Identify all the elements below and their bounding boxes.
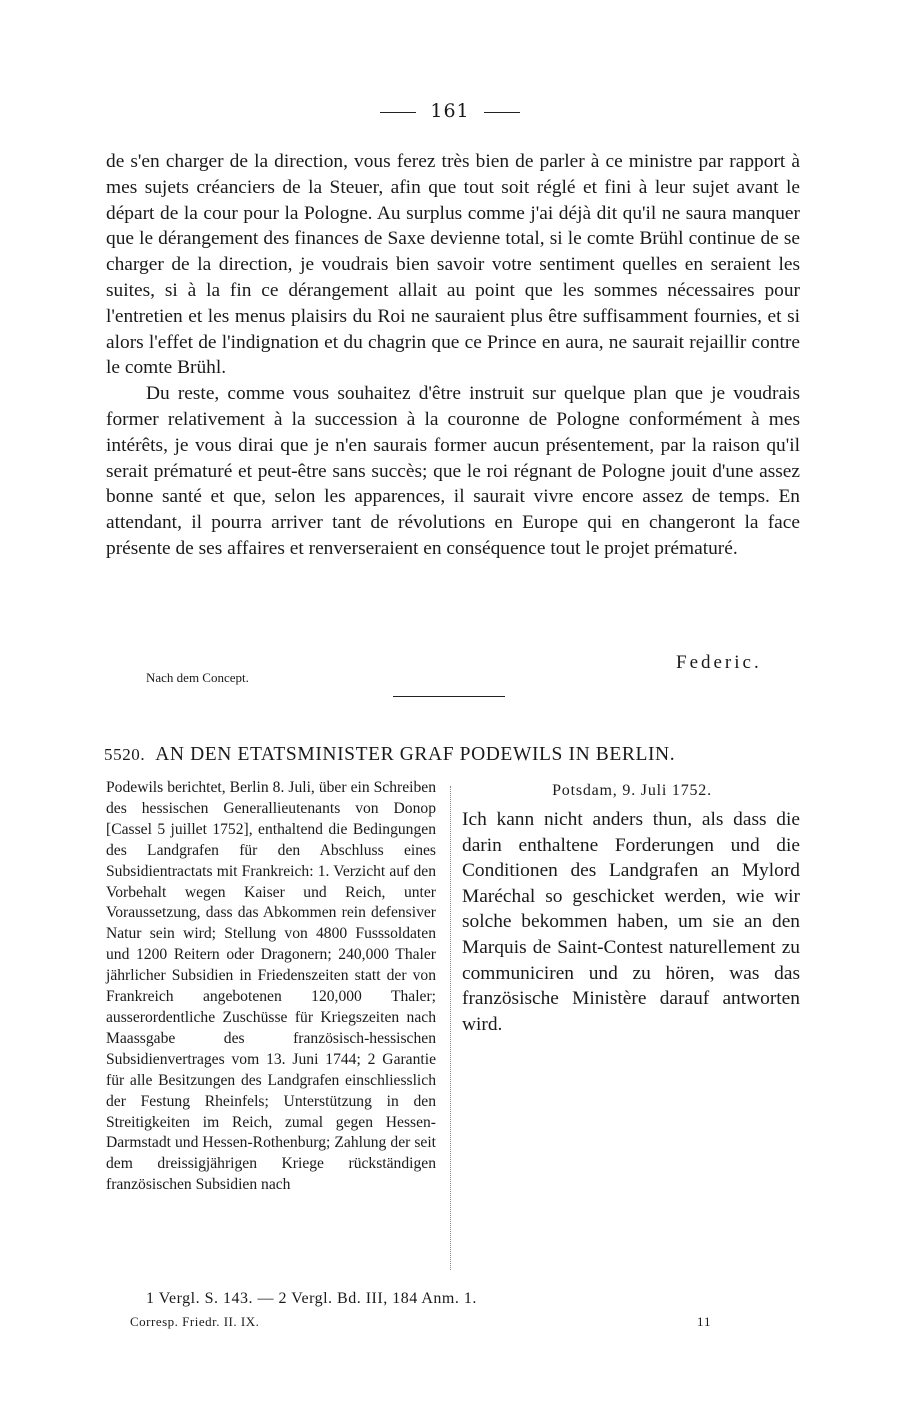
signature: Federic. — [676, 652, 762, 673]
footnotes: 1 Vergl. S. 143. — 2 Vergl. Bd. III, 184 Anm. 1. — [146, 1290, 477, 1307]
summary-column: Podewils berichtet, Berlin 8. Juli, über ein Schreiben des hessischen Generallieutenants von Donop [Cassel 5 juillet 1752], enthaltend die Bedingungen des Landgrafen für den Abschluss eines Subsidientractats mit Frankreich: 1. Verzicht auf den Vorbehalt wegen Kaiser und Reich, unter Voraussetzung, dass das Abkommen rein defensiver Natur sein wird; Stellung von 4800 Fusssoldaten und 1200 Reitern oder Dragonern; 240,000 Thaler jährlicher Subsidien in Friedenszeiten statt der von Frankreich angebotenen 120,000 Thaler; ausserordentliche Zuschüsse für Kriegszeiten nach Maassgabe des französisch-hessischen Subsidienvertrages vom 13. Juni 1744; 2 Garantie für alle Besitzungen des Landgrafen einschliesslich der Festung Rheinfels; Unterstützung in den Streitigkeiten im Reich, zumal gegen Hessen-Darmstadt und Hessen-Rothenburg; Zahlung der seit dem dreissigjährigen Kriege rückständigen französischen Subsidien nach — [106, 779, 436, 1194]
letter-heading — [104, 744, 804, 766]
letter-text: Ich kann nicht anders thun, als dass die darin enthaltene Forderungen und die Conditionen des Landgrafen an Mylord Maréchal so geschicket werden, wie wir solche bekommen haben, um sie an den Marquis de Saint-Contest naturellement zu communiciren und zu hören, was das französische Ministère darauf antworten wird. — [462, 809, 800, 1035]
column-divider — [450, 786, 451, 1270]
letter-number: 5520. — [104, 745, 146, 764]
place-date: Potsdam, 9. Juli 1752. — [552, 782, 712, 799]
letter-title: AN DEN ETATSMINISTER GRAF PODEWILS IN BERLIN. — [155, 744, 676, 765]
source-note: Nach dem Concept. — [146, 670, 249, 685]
dash-left — [380, 112, 416, 113]
dash-right — [484, 112, 520, 113]
page-number: 161 — [430, 100, 470, 122]
paragraph-2: Du reste, comme vous souhaitez d'être instruit sur quelque plan que je voudrais former relativement à la succession à la couronne de Pologne conformément à mes intérêts, je vous dirai que je n'en saurais former aucun présentement, par la raison qu'il serait prématuré et peut-être sans succès; que le roi régnant de Pologne jouit d'une assez bonne santé et que, selon les apparences, il saurait vivre encore assez de temps. En attendant, il pourra arriver tant de révolutions en Europe qui en changeront la face présente de ses affaires et renverseraient en conséquence tout le projet prématuré. — [106, 383, 800, 559]
paragraph-1: de s'en charger de la direction, vous ferez très bien de parler à ce ministre par rapport à mes sujets créanciers de la Steuer, afin que tout soit réglé et fini à leur sujet avant le départ de la cour pour la Pologne. Au surplus comme j'ai déjà dit qu'il ne saura manquer que le dérangement des finances de Saxe devienne total, si le comte Brühl continue de se charger de la direction, je voudrais bien savoir votre sentiment quelles en seraient les suites, si à la fin ce dérangement allait au point que les sommes nécessaires pour l'entretien et les menus plaisirs du Roi ne sauraient plus être suffisamment fournies, et si alors l'effet de l'indignation et du chagrin que ce Prince en aura, ne saurait rejaillir contre le comte Brühl. — [106, 151, 800, 379]
page-number-line — [0, 100, 900, 122]
footer-left: Corresp. Friedr. II. IX. — [130, 1314, 260, 1329]
section-rule — [393, 696, 505, 697]
footer-right: 11 — [697, 1314, 712, 1329]
letter-continuation — [106, 149, 800, 562]
